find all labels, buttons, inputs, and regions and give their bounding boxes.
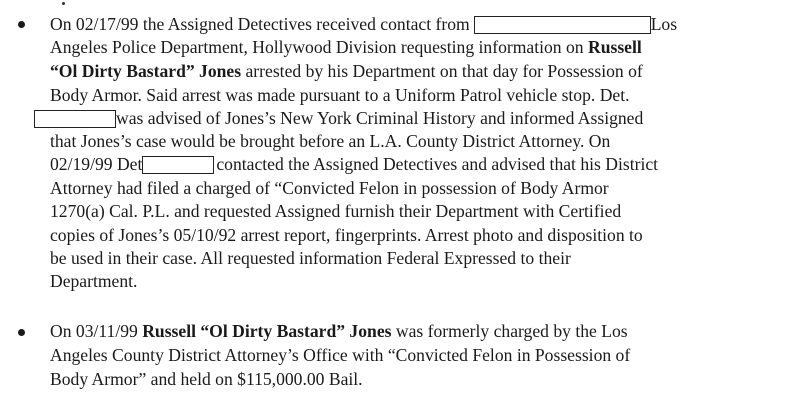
p1-line-10 <box>50 224 643 246</box>
p2-line-1 <box>50 320 628 342</box>
p1-line-9-text: 1270(a) Cal. P.L. and requested Assigned furnish their Department with Certified <box>50 201 622 221</box>
p1-line-8 <box>50 177 609 199</box>
p1-line-4 <box>50 84 630 106</box>
bullet-icon <box>18 21 25 28</box>
p1-line-4-text: Body Armor. Said arrest was made pursuant to a Uniform Patrol vehicle stop. Det. <box>50 85 630 105</box>
p1-line-7-text: 02/19/99 Det <box>50 154 143 174</box>
p1-line-7-end: contacted the Assigned Detectives and advised that his District <box>216 154 659 174</box>
p2-line-2-text: Angeles County District Attorney’s Office with “Convicted Felon in Possession of <box>50 345 631 365</box>
p2-line-1-end: was formerly charged by the Los <box>391 321 628 341</box>
p1-line-9 <box>50 200 621 222</box>
p1-line-11 <box>50 247 571 269</box>
redaction-box <box>142 156 214 174</box>
redaction-box <box>34 110 116 128</box>
p2-name-bold: Russell “Ol Dirty Bastard” Jones <box>142 321 392 341</box>
p1-line-7 <box>50 153 658 175</box>
p1-line-8-text: Attorney had filed a charged of “Convicted Felon in possession of Body Armor <box>50 178 609 198</box>
p1-line-6 <box>50 130 610 152</box>
p2-line-3 <box>50 368 363 390</box>
p1-line-11-text: be used in their case. All requested information Federal Expressed to their <box>50 248 571 268</box>
p1-line-10-text: copies of Jones’s 05/10/92 arrest report, fingerprints. Arrest photo and disposition to <box>50 225 643 245</box>
p1-line-1 <box>50 13 677 35</box>
p1-line-1-text: On 02/17/99 the Assigned Detectives received contact from <box>50 14 470 34</box>
p2-line-2 <box>50 344 630 366</box>
p1-line-12 <box>50 270 137 292</box>
p1-name-bold: Russell <box>587 37 642 57</box>
bullet-icon <box>18 329 25 336</box>
scan-speck <box>62 2 65 5</box>
p1-line-1-end: Los <box>650 14 678 34</box>
p1-line-3-text: arrested by his Department on that day for Possession of <box>241 61 643 81</box>
p2-line-3-text: Body Armor” and held on $115,000.00 Bail. <box>50 369 363 389</box>
p1-line-6-text: that Jones’s case would be brought before an L.A. County District Attorney. On <box>50 131 611 151</box>
p1-line-12-text: Department. <box>50 271 138 291</box>
redaction-box <box>474 16 651 34</box>
p1-line-2 <box>50 36 642 58</box>
p2-line-1-text: On 03/11/99 <box>50 321 143 341</box>
p1-line-5-text: was advised of Jones’s New York Criminal History and informed Assigned <box>116 108 644 128</box>
p1-line-5 <box>34 107 643 129</box>
p1-line-3 <box>50 60 643 82</box>
p1-line-2-text: Angeles Police Department, Hollywood Division requesting information on <box>50 37 588 57</box>
p1-alias-bold: “Ol Dirty Bastard” Jones <box>50 61 242 81</box>
